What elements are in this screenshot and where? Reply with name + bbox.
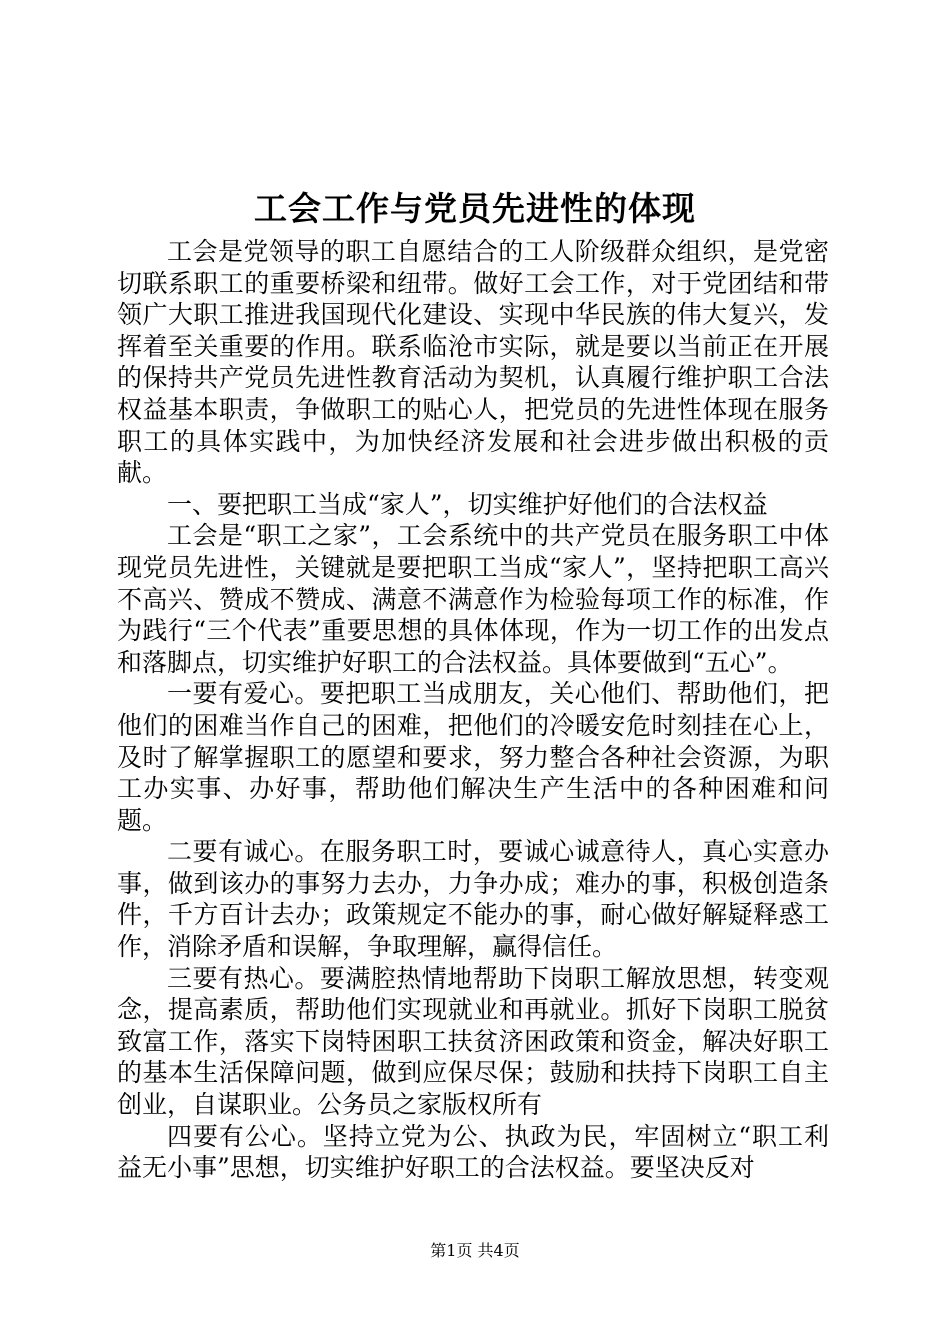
page-footer: 第1页 共4页 <box>430 1241 520 1260</box>
paragraph-sincerity: 二要有诚心。在服务职工时，要诚心诚意待人，真心实意办事，做到该办的事努力去办，力争办成；难办的事，积极创造条件，千方百计去办；政策规定不能办的事，耐心做好解疑释惑工作，消除矛盾和误解，争取理解，赢得信任。 <box>117 837 829 962</box>
paragraph-enthusiasm: 三要有热心。要满腔热情地帮助下岗职工解放思想，转变观念，提高素质，帮助他们实现就业和再就业。抓好下岗职工脱贫致富工作，落实下岗特困职工扶贫济困政策和资金，解决好职工的基本生活保障问题，做到应保尽保；鼓励和扶持下岗职工自主创业，自谋职业。公务员之家版权所有 <box>117 963 829 1120</box>
paragraph-love: 一要有爱心。要把职工当成朋友，关心他们、帮助他们，把他们的困难当作自己的困难，把他们的冷暖安危时刻挂在心上，及时了解掌握职工的愿望和要求，努力整合各种社会资源，为职工办实事、办好事，帮助他们解决生产生活中的各种困难和问题。 <box>117 679 829 835</box>
section-heading-1: 一、要把职工当成“家人”，切实维护好他们的合法权益 <box>167 489 768 519</box>
document-title: 工会工作与党员先进性的体现 <box>254 189 696 228</box>
paragraph-intro: 工会是党领导的职工自愿结合的工人阶级群众组织，是党密切联系职工的重要桥梁和纽带。做好工会工作，对于党团结和带领广大职工推进我国现代化建设、实现中华民族的伟大复兴，发挥着至关重要的作用。联系临沧市实际，就是要以当前正在开展的保持共产党员先进性教育活动为契机，认真履行维护职工合法权益基本职责，争做职工的贴心人，把党员的先进性体现在服务职工的具体实践中，为加快经济发展和社会进步做出积极的贡献。 <box>117 237 829 488</box>
paragraph-public-spirit: 四要有公心。坚持立党为公、执政为民，牢固树立“职工利益无小事”思想，切实维护好职工的合法权益。要坚决反对 <box>117 1121 829 1183</box>
document-body <box>117 236 829 1184</box>
paragraph-workers-home: 工会是“职工之家”，工会系统中的共产党员在服务职工中体现党员先进性，关键就是要把职工当成“家人”，坚持把职工高兴不高兴、赞成不赞成、满意不满意作为检验每项工作的标准，作为践行“三个代表”重要思想的具体体现，作为一切工作的出发点和落脚点，切实维护好职工的合法权益。具体要做到“五心”。 <box>117 521 829 677</box>
